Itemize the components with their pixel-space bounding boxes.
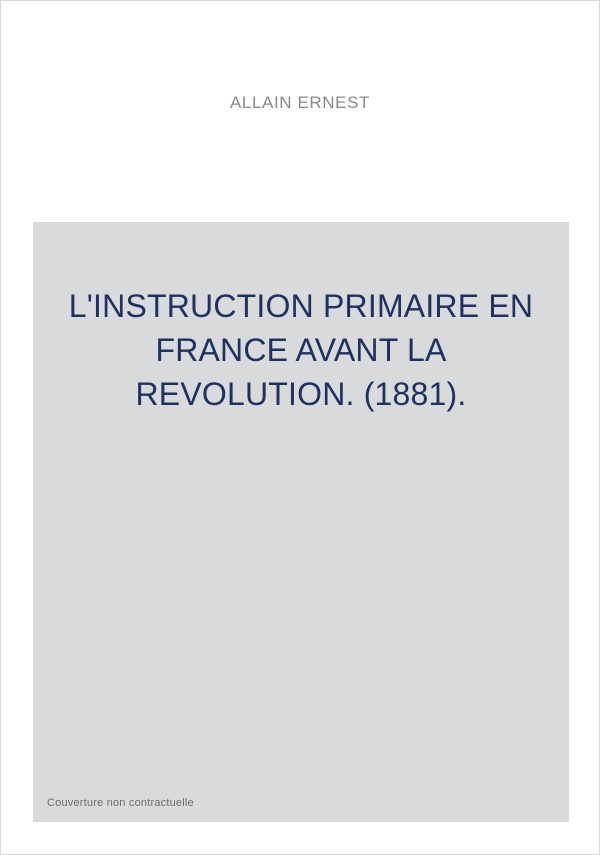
book-title: L'INSTRUCTION PRIMAIRE EN FRANCE AVANT LA REVOLUTION. (1881). (68, 288, 534, 412)
cover-art-panel (33, 222, 569, 822)
cover-disclaimer: Couverture non contractuelle (47, 797, 194, 809)
author-name: ALLAIN ERNEST (229, 93, 371, 112)
